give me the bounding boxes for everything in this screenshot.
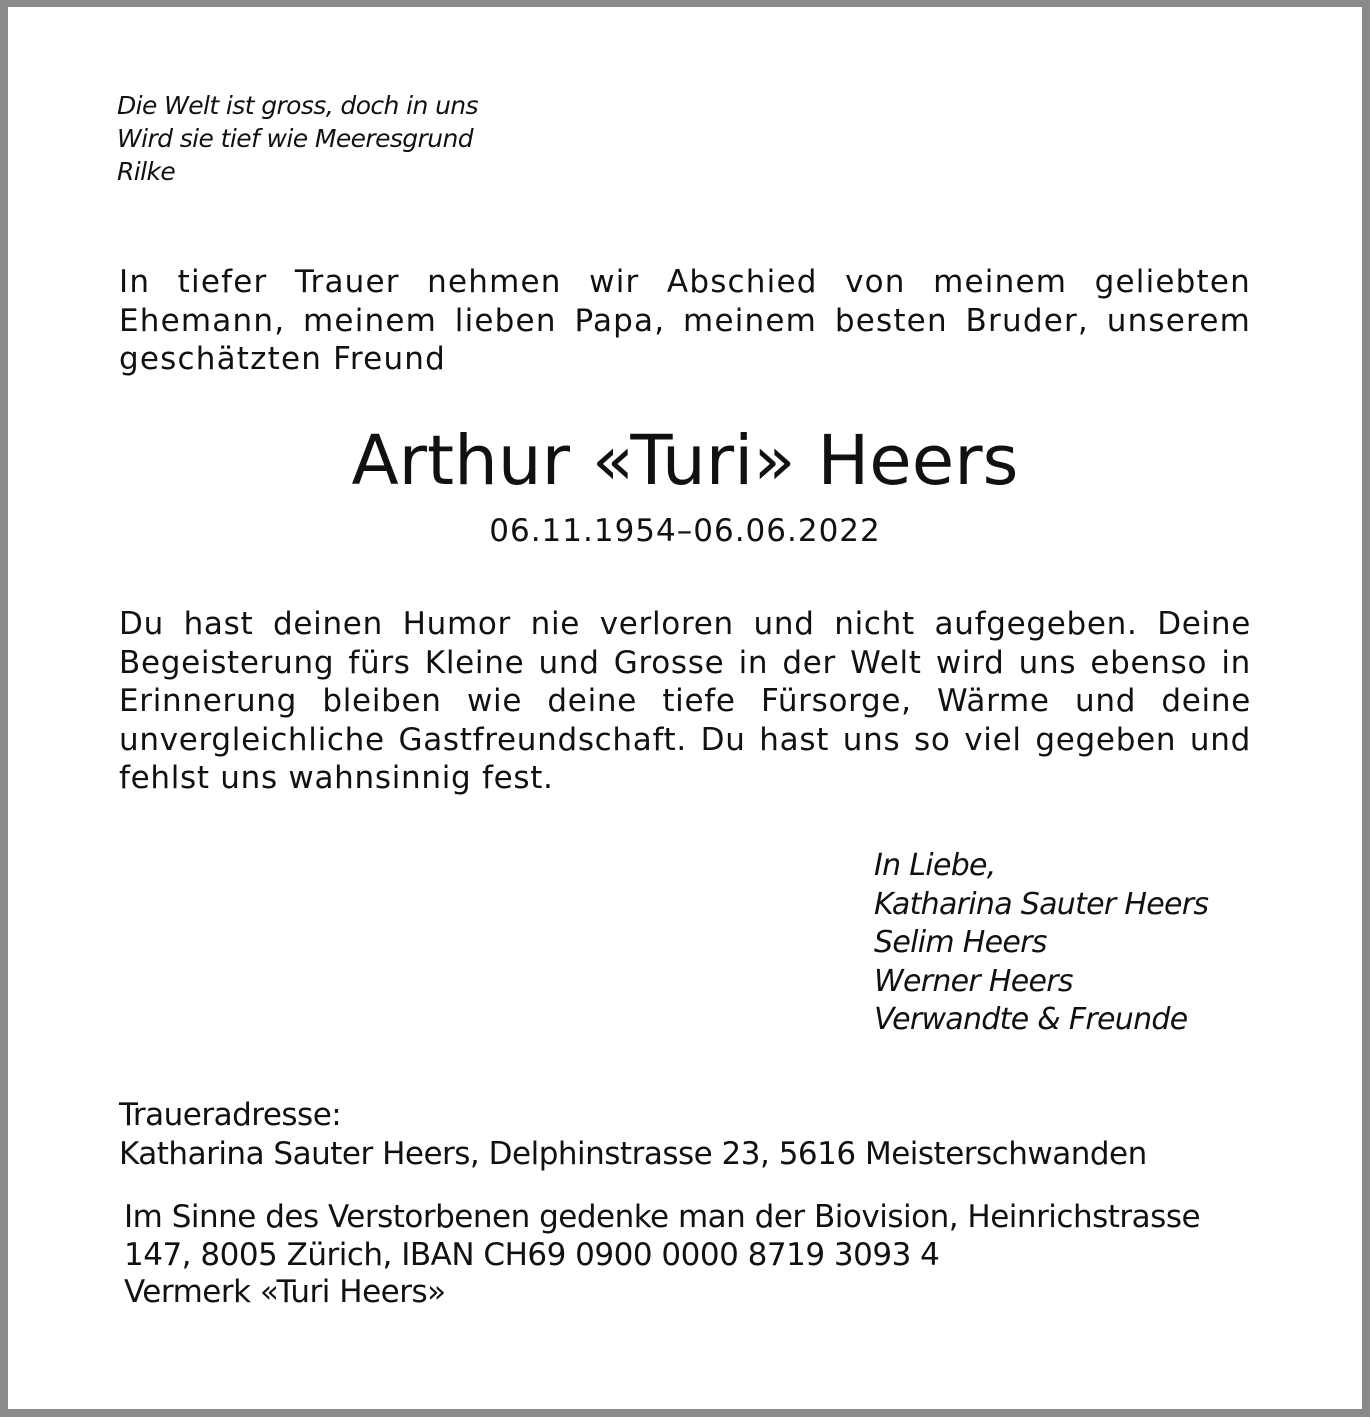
quote-line-2: Wird sie tief wie Meeresgrund [117, 124, 473, 153]
address-value: Katharina Sauter Heers, Delphinstrasse 23, 5616 Meisterschwanden [119, 1136, 1147, 1172]
donation-line-1: Im Sinne des Verstorbenen gedenke man der Biovision, Heinrichstrasse [124, 1199, 1201, 1235]
quote-author: Rilke [117, 157, 176, 186]
signature-line-wife: Katharina Sauter Heers [874, 886, 1209, 922]
signature-line-brother: Werner Heers [874, 963, 1073, 999]
donation-line-3: Vermerk «Turi Heers» [124, 1274, 446, 1310]
obituary-page [8, 7, 1362, 1409]
donation-line-2: 147, 8005 Zürich, IBAN CH69 0900 0000 8719 3093 4 [124, 1236, 940, 1273]
quote-line-1: Die Welt ist gross, doch in uns [117, 91, 478, 120]
signature-line-relatives: Verwandte & Freunde [874, 1002, 1188, 1037]
rilke-quote [117, 89, 478, 188]
signature-block [874, 847, 1208, 1040]
donation-note [124, 1199, 1200, 1312]
signature-line-son: Selim Heers [874, 925, 1047, 960]
life-dates: 06.11.1954–06.06.2022 [489, 513, 881, 549]
signature-line-closing: In Liebe, [874, 848, 996, 883]
intro-paragraph: In tiefer Trauer nehmen wir Abschied von meinem geliebten Ehemann, meinem lieben Papa, meinem besten Bruder, unserem geschätzten Freund [119, 264, 1251, 377]
address-label: Traueradresse: [119, 1097, 342, 1133]
mourning-address [119, 1096, 1147, 1174]
tribute-paragraph: Du hast deinen Humor nie verloren und nicht aufgegeben. Deine Begeisterung fürs Kleine und Grosse in der Welt wird uns ebenso in Erinnerung bleiben wie deine tiefe Fürsorge, Wärme und deine unvergleichliche Gastfreundschaft. Du hast uns so viel gegeben und fehlst uns wahnsinnig fest. [119, 606, 1251, 796]
deceased-name: Arthur «Turi» Heers [351, 421, 1019, 501]
